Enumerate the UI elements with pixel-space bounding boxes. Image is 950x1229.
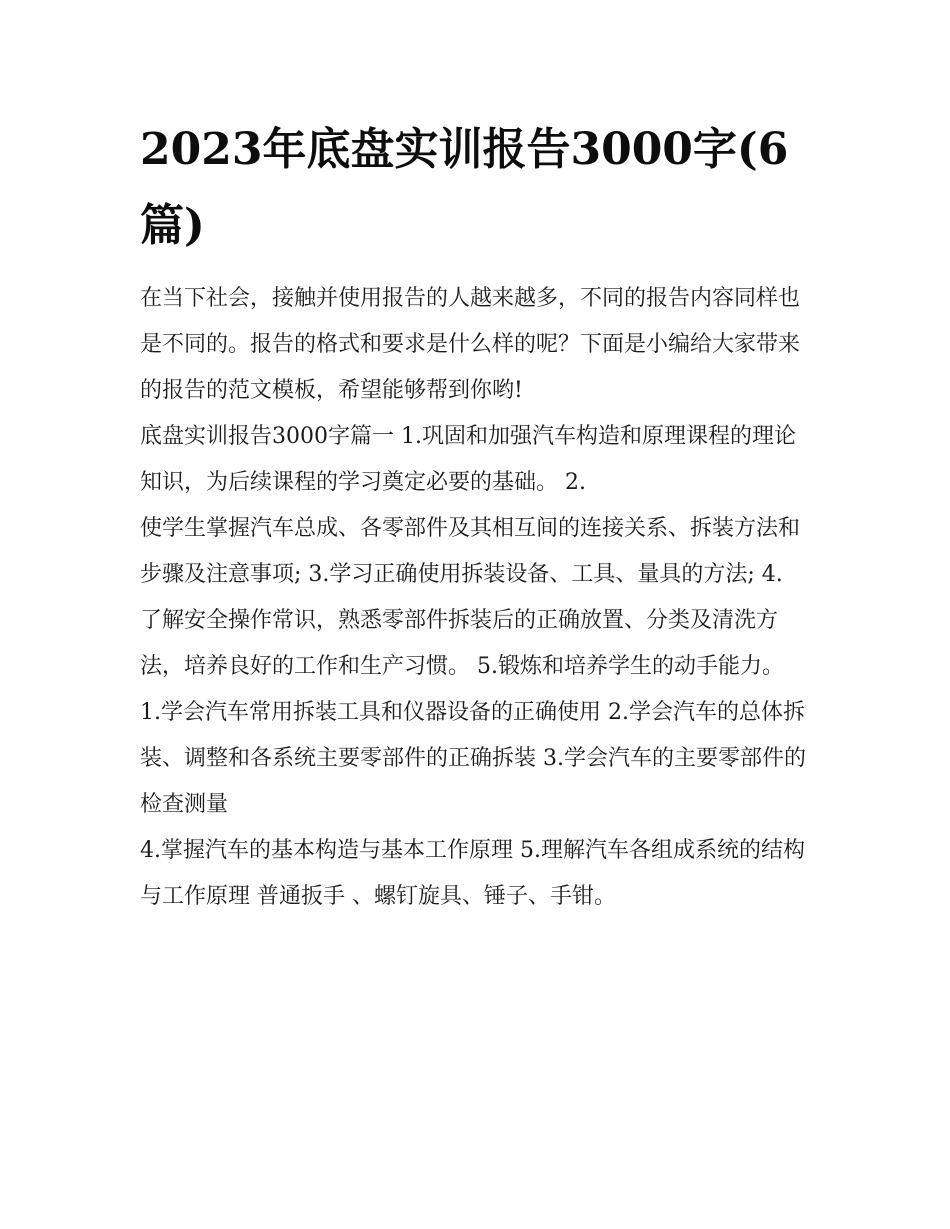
body-paragraph: 1.学会汽车常用拆装工具和仪器设备的正确使用 2.学会汽车的总体拆装、调整和各系统主要零部件的正确拆装 3.学会汽车的主要零部件的检查测量: [140, 700, 806, 817]
body-paragraph: 使学生掌握汽车总成、各零部件及其相互间的连接关系、拆装方法和步骤及注意事项; 3.学习正确使用拆装设备、工具、量具的方法; 4.: [140, 516, 801, 587]
body-paragraph: 底盘实训报告3000字篇一 1.巩固和加强汽车构造和原理课程的理论知识，为后续课程的学习奠定必要的基础。 2.: [140, 424, 796, 495]
body-paragraph: 了解安全操作常识，熟悉零部件拆装后的正确放置、分类及清洗方法，培养良好的工作和生产习惯。 5.锻炼和培养学生的动手能力。: [140, 608, 784, 679]
body-paragraph: 4.掌握汽车的基本构造与基本工作原理 5.理解汽车各组成系统的结构与工作原理 普通扳手 、螺钉旋具、锤子、手钳。: [140, 838, 805, 909]
document-body: [140, 276, 812, 920]
document-title: 2023年底盘实训报告3000字(6篇): [140, 124, 789, 251]
intro-paragraph: 在当下社会，接触并使用报告的人越来越多，不同的报告内容同样也是不同的。报告的格式和要求是什么样的呢？下面是小编给大家带来的报告的范文模板，希望能够帮到你哟!: [140, 286, 801, 403]
